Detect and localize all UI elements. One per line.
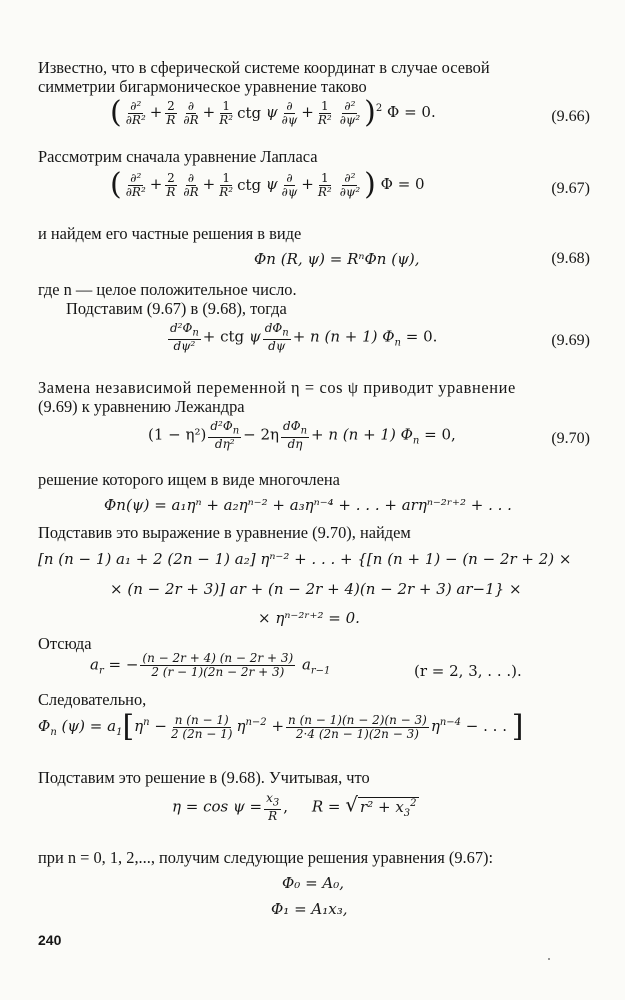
equation-body: Φ₀ = A₀, [282, 874, 345, 892]
equation-range: (r = 2, 3, . . .). [414, 662, 522, 680]
paragraph-line: и найдем его частные решения в виде [38, 224, 302, 243]
equation-recurrence-line-1 [38, 548, 590, 570]
equation-recurrence-line-2 [38, 578, 590, 600]
equation-number: (9.69) [551, 332, 590, 349]
equation-body: × (n − 2r + 3)] ar + (n − 2r + 4)(n − 2r + 3) ar−1} × [110, 580, 522, 598]
print-speck [548, 958, 550, 960]
equation-body: [n (n − 1) a₁ + 2 (2n − 1) a₂] ηⁿ⁻² + . . . + {[n (n + 1) − (n − 2r + 2) × [38, 550, 572, 568]
equation-recurrence-line-3 [38, 607, 590, 629]
equation-phi-1 [38, 898, 590, 920]
page-number: 240 [38, 932, 62, 948]
equation-body: Φn(ψ) = a₁ηⁿ + a₂ηⁿ⁻² + a₃ηⁿ⁻⁴ + . . . + arηⁿ⁻²ʳ⁺² + . . . [104, 496, 512, 514]
paragraph-line: Подставим (9.67) в (9.68), тогда [66, 299, 287, 318]
equation-body: $a_r$ = − $\frac{(n - 2r + 4) (n - 2r + 3)}{2 (r - 1)(2n - 2r + 3)}$ $a_{r-1}$ [90, 651, 331, 679]
equation-number: (9.66) [551, 108, 590, 125]
equation-series [38, 494, 590, 516]
equation-ar [38, 652, 590, 692]
equation-body: Φ₁ = A₁x₃, [271, 900, 348, 918]
eta-definition: η = cos ψ = [172, 797, 263, 816]
paragraph-line: Известно, что в сферической системе координат в случае осевой [38, 58, 490, 77]
equation-number: (9.70) [551, 430, 590, 447]
paragraph-line: Подставим это решение в (9.68). Учитывая, что [38, 768, 370, 787]
paragraph-line: Следовательно, [38, 690, 147, 709]
equation-9-67 [38, 167, 590, 210]
R-definition: R = [311, 797, 341, 816]
equation-body: × ηⁿ⁻²ʳ⁺² = 0. [258, 609, 360, 627]
paragraph-line: (9.69) к уравнению Лежандра [38, 397, 245, 416]
equation-9-68 [38, 248, 590, 272]
equation-body: Φn (R, ψ) = RⁿΦn (ψ), [254, 250, 420, 268]
equation-9-69 [38, 322, 590, 362]
equation-phi-0 [38, 872, 590, 894]
equation-body: ( $\frac{\text{∂²}}{\text{∂R²}}$ + $\frac{2}{R}$ $\frac{\partial}{\partial R}$ + $\frac{1}{\text{R²}}$ ctg ψ $\frac{\partial}{\partial\psi}$ + $\frac{1}{\text{R²}}$ $\frac{\text{∂²}}{\text{∂ψ²}}$ )$^2$ Φ = 0. [110, 95, 436, 130]
paragraph-line: Замена независимой переменной η = cos ψ приводит уравнение [38, 378, 516, 397]
equation-body: $\frac{d^2\Phi_n}{\text{dψ²}}$ + ctg ψ $\frac{d\Phi_n}{d\psi}$ + n (n + 1) $\Phi_n = 0$. [170, 321, 438, 354]
equation-number: (9.68) [551, 250, 590, 267]
equation-body: ( $\frac{\text{∂²}}{\text{∂R²}}$ + $\frac{2}{R}$ $\frac{\partial}{\partial R}$ + $\frac{1}{\text{R²}}$ ctg ψ $\frac{\partial}{\partial\psi}$ + $\frac{1}{\text{R²}}$ $\frac{\text{∂²}}{\text{∂ψ²}}$ ) Φ = 0 [110, 167, 425, 202]
equation-phi-n [38, 709, 590, 752]
paragraph-line: при n = 0, 1, 2,..., получим следующие решения уравнения (9.67): [38, 848, 494, 867]
equation-9-66 [38, 95, 590, 138]
paragraph-line: симметрии бигармоническое уравнение таково [38, 77, 367, 96]
equation-9-70 [38, 420, 590, 460]
equation-body: $\Phi_n$ $(\psi) = a_1[\eta^n$ − $\frac{n (n - 1)}{2 (2n - 1)}$ $\eta^{n-2}$ + $\frac{n (n - 1)(n - 2)(n - 3)}{2\cdot 4 (2n - 1)(2n - 3)}$ $\eta^{n-4}$ − . . . ] [38, 709, 524, 744]
paragraph-line: Отсюда [38, 634, 92, 653]
paragraph-line: где n — целое положительное число. [38, 280, 297, 299]
equation-body: η = cos ψ = $\frac{x_3}{R}$ , R = √ $r^2 + x_3^2$ [172, 791, 417, 824]
paragraph-line: Рассмотрим сначала уравнение Лапласа [38, 147, 318, 166]
equation-eta-R [38, 792, 590, 832]
paragraph-line: Подставив это выражение в уравнение (9.70), найдем [38, 523, 411, 542]
equation-body: (1 − η²) $\frac{d^2\Phi_n}{\text{dη²}}$ − 2η $\frac{d\Phi_n}{d\eta}$ + n (n + 1) $\Phi_n = 0$, [148, 419, 456, 452]
paragraph-line: решение которого ищем в виде многочлена [38, 470, 340, 489]
equation-number: (9.67) [551, 180, 590, 197]
